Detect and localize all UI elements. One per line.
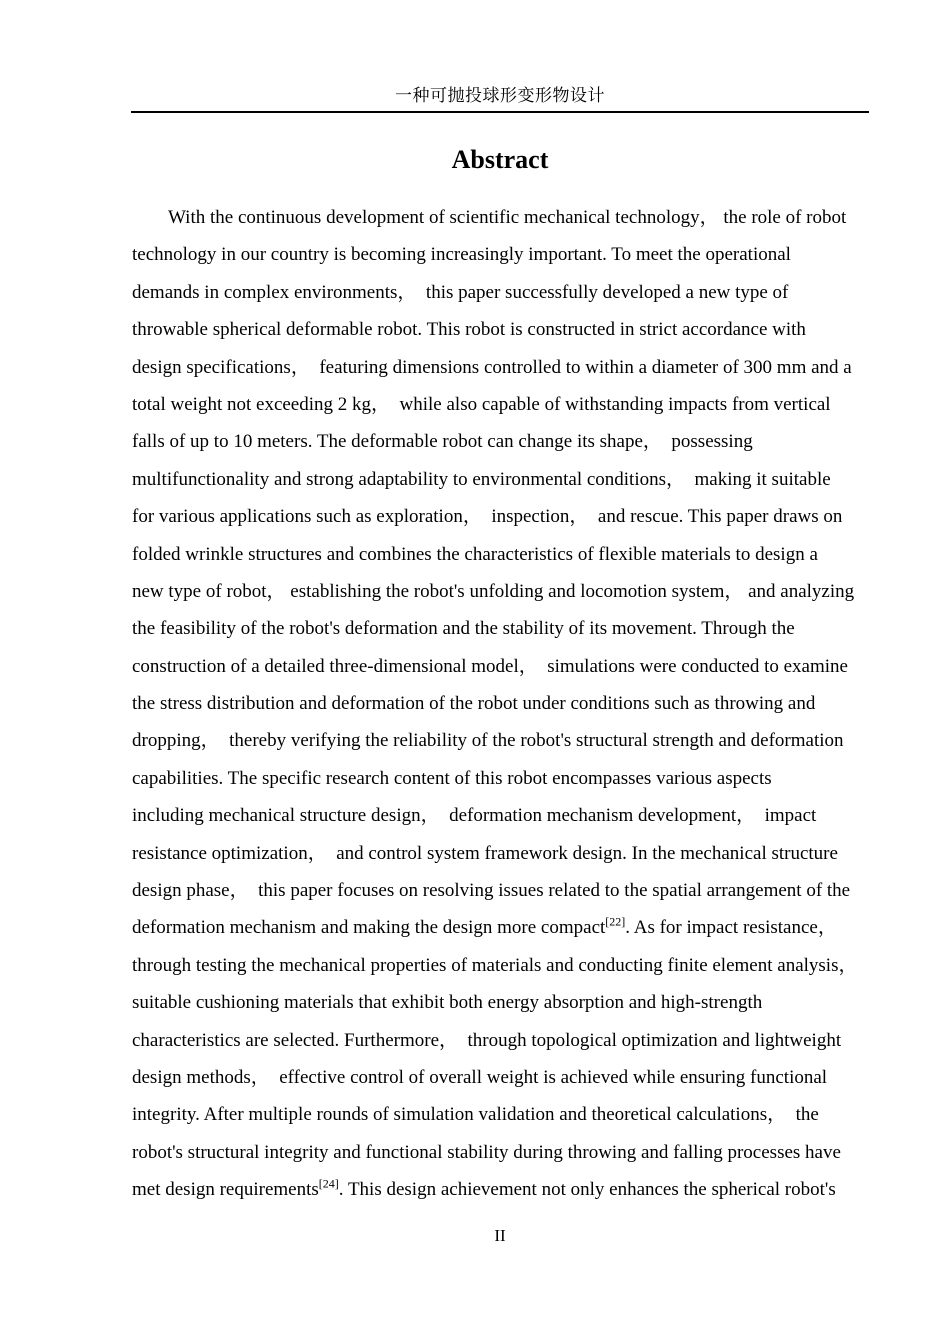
paragraph-line: total weight not exceeding 2 kg， while also capable of withstanding impacts from vertical [132,393,831,415]
page-title: Abstract [451,145,549,174]
abstract-paragraph [132,199,892,1209]
paragraph-line: through testing the mechanical properties of materials and conducting finite element analysis， [132,954,858,976]
header-rule [131,111,869,113]
paragraph-line: construction of a detailed three-dimensional model， simulations were conducted to examine [132,655,848,677]
paragraph-line: deformation mechanism and making the design more compact[22]. As for impact resistance， [132,915,837,939]
paragraph-line: design methods， effective control of overall weight is achieved while ensuring functional [132,1066,828,1088]
paragraph-line: the stress distribution and deformation of the robot under conditions such as throwing and [132,693,816,715]
paragraph-line: throwable spherical deformable robot. This robot is constructed in strict accordance with [132,319,806,341]
paragraph-line: technology in our country is becoming increasingly important. To meet the operational [132,244,791,266]
paragraph-line: With the continuous development of scientific mechanical technology， the role of robot [168,207,847,228]
paragraph-line: the feasibility of the robot's deformation and the stability of its movement. Through the [132,618,795,640]
paragraph-line: met design requirements[24]. This design achievement not only enhances the spherical robot's [132,1176,836,1201]
paragraph-line: robot's structural integrity and functional stability during throwing and falling processes have [132,1141,841,1163]
paragraph-line: for various applications such as exploration， inspection， and rescue. This paper draws on [132,506,843,528]
paragraph-line: including mechanical structure design， deformation mechanism development， impact [132,805,817,827]
paragraph-line: demands in complex environments， this paper successfully developed a new type of [132,281,789,303]
paragraph-line: design phase， this paper focuses on resolving issues related to the spatial arrangement of the [132,880,851,902]
paragraph-line: characteristics are selected. Furthermore， through topological optimization and lightweight [132,1029,842,1051]
paragraph-line: suitable cushioning materials that exhibit both energy absorption and high-strength [132,992,763,1014]
running-header: 一种可抛投球形变形物设计 [395,86,605,105]
citation-reference: [24] [318,1176,339,1191]
paragraph-line: multifunctionality and strong adaptability to environmental conditions， making it suitable [132,468,831,490]
paragraph-line: capabilities. The specific research content of this robot encompasses various aspects [132,767,772,789]
citation-reference: [22] [605,915,626,930]
paragraph-line: design specifications， featuring dimensions controlled to within a diameter of 300 mm and a [132,356,852,378]
paragraph-line: folded wrinkle structures and combines the characteristics of flexible materials to design a [132,543,818,565]
paragraph-line: falls of up to 10 meters. The deformable robot can change its shape， possessing [132,431,753,453]
paragraph-line: new type of robot， establishing the robot's unfolding and locomotion system， and analyzing [132,580,855,602]
paragraph-line: integrity. After multiple rounds of simulation validation and theoretical calculations， the [132,1104,819,1126]
paragraph-line: resistance optimization， and control system framework design. In the mechanical structure [132,842,838,864]
paragraph-line: dropping， thereby verifying the reliability of the robot's structural strength and deformation [132,730,844,752]
page-number: II [494,1226,506,1245]
